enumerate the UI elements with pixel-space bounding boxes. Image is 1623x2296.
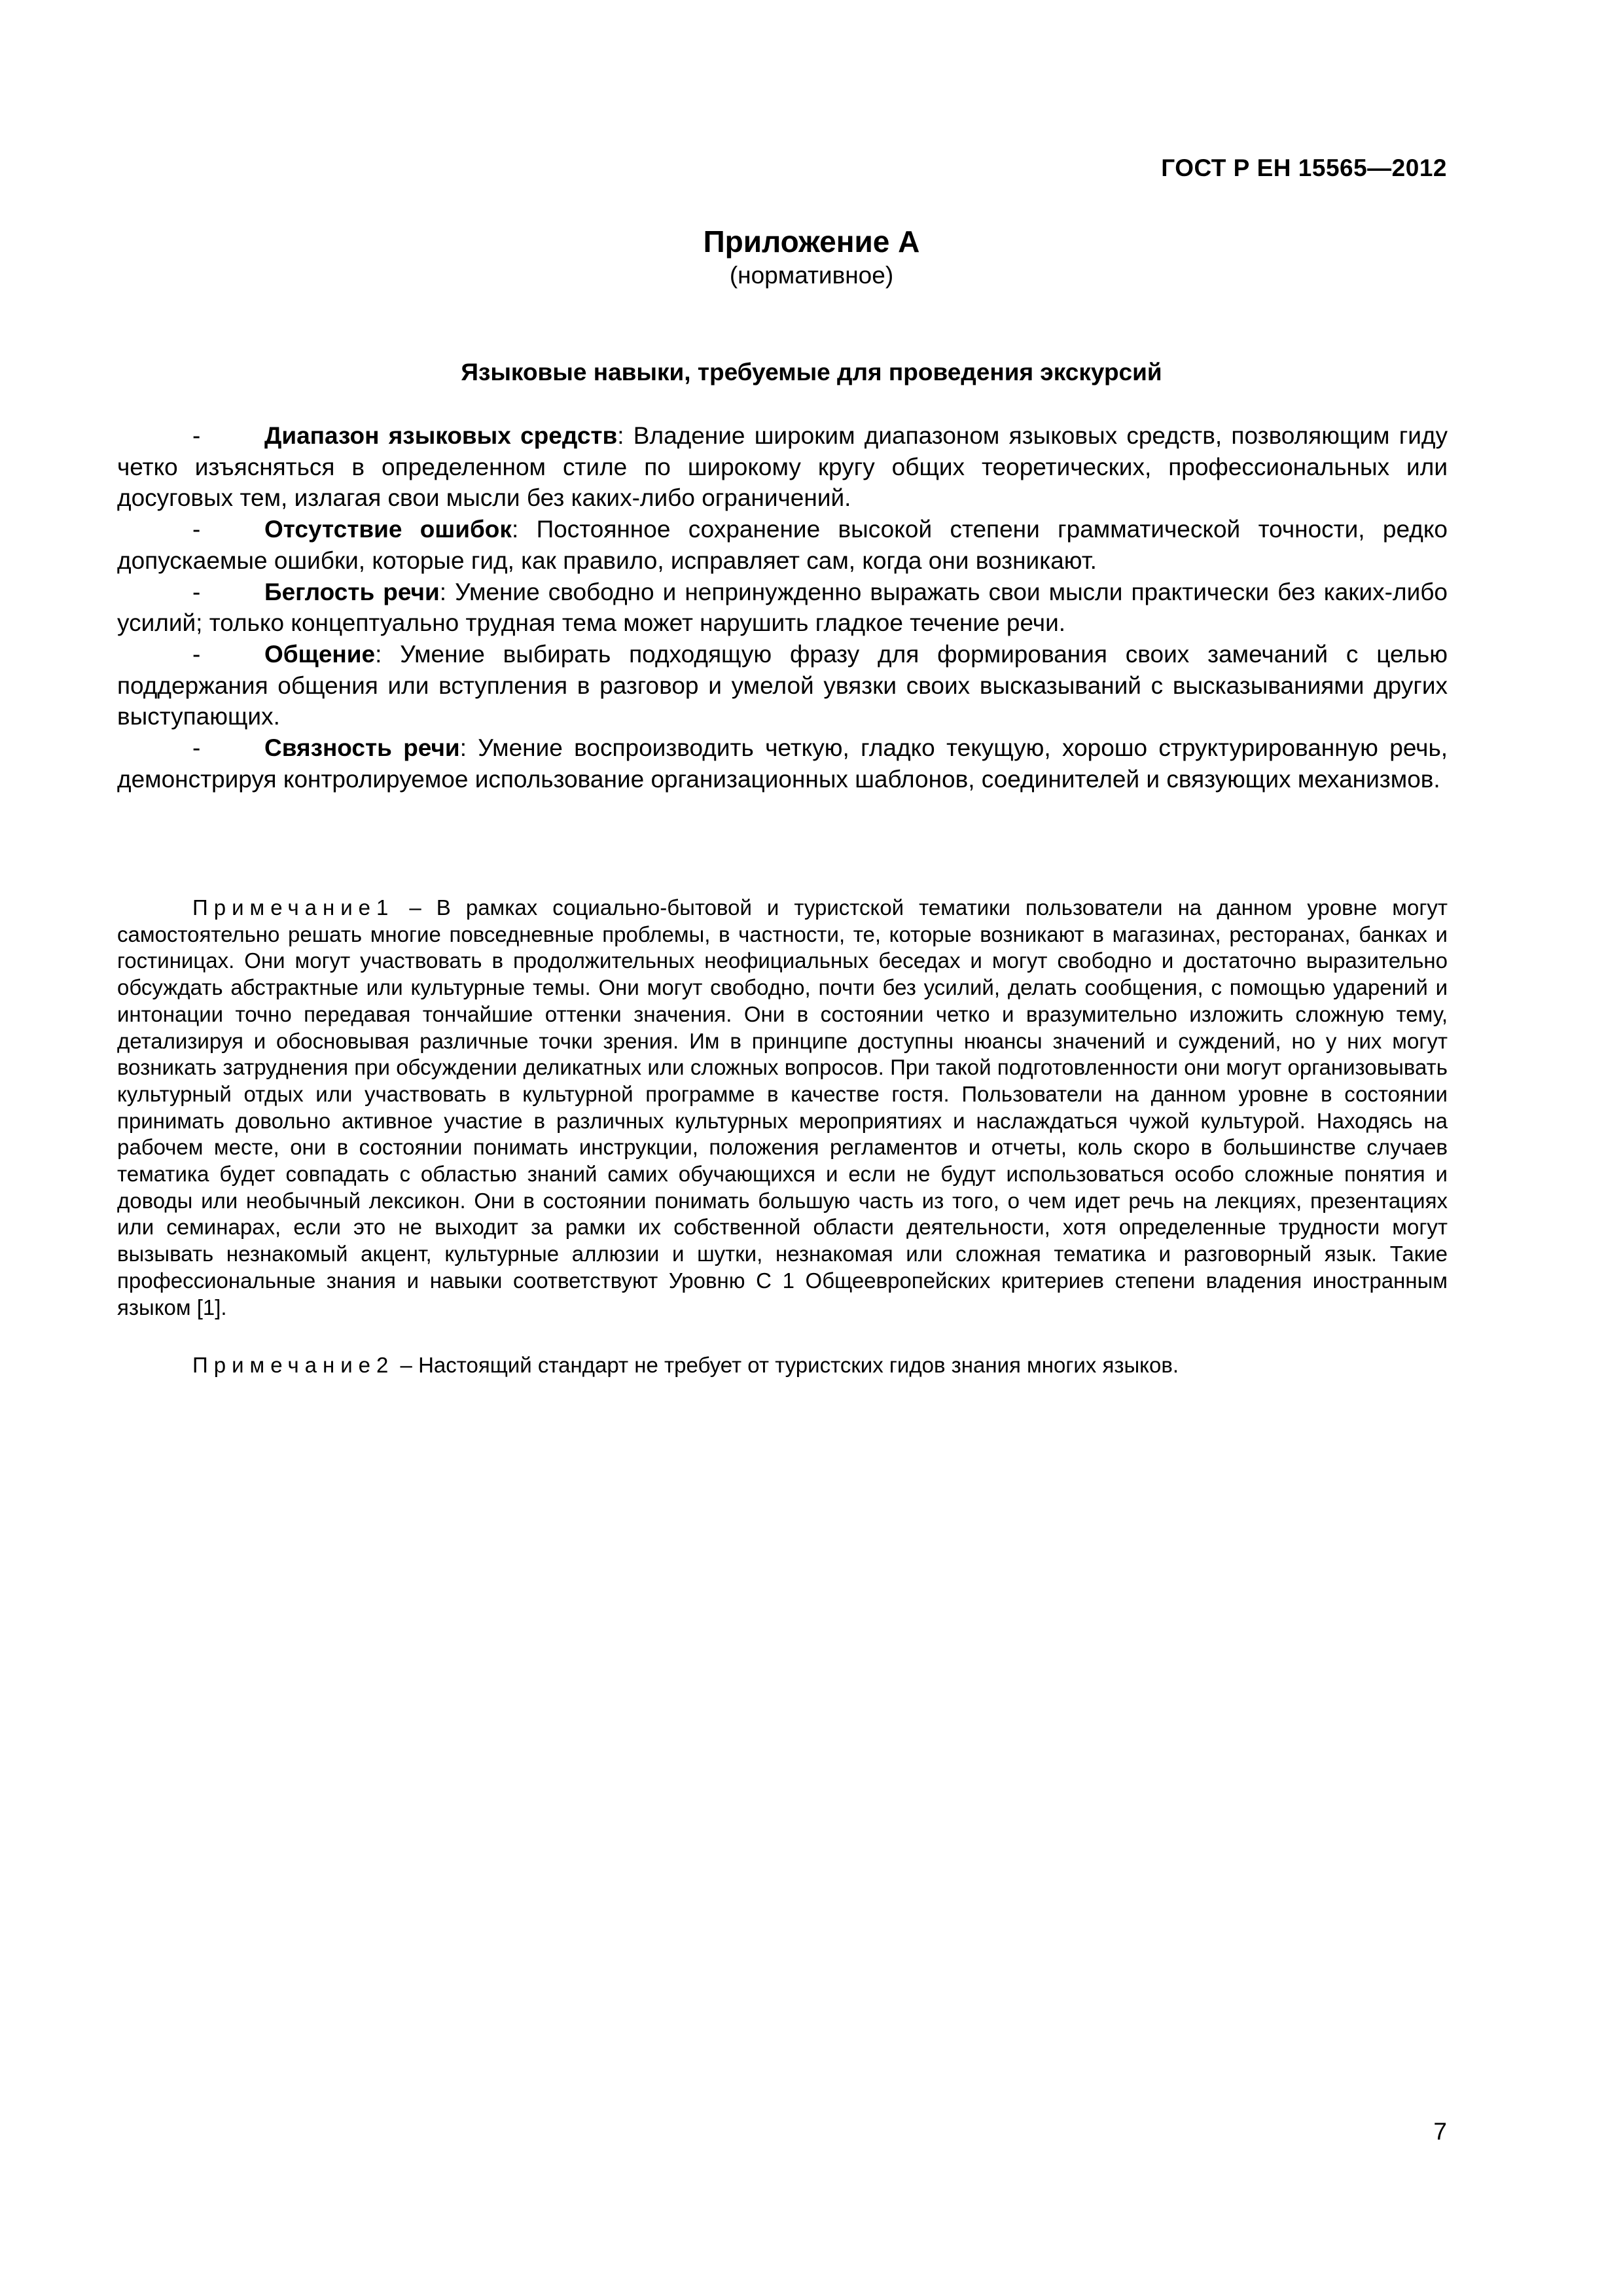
item-text: : Умение выбирать подходящую фразу для формирования своих замечаний с целью поддержания общения или вступления в разговор и умелой увязки своих высказываний с высказываниями других выступающих. bbox=[117, 640, 1448, 730]
standard-code-header: ГОСТ Р ЕН 15565—2012 bbox=[1161, 154, 1447, 181]
item-term: Общение bbox=[264, 640, 376, 668]
note-label: Примечание1 bbox=[192, 895, 395, 920]
list-item bbox=[117, 514, 1448, 576]
list-item bbox=[117, 639, 1448, 732]
appendix-subtitle: (нормативное) bbox=[729, 262, 894, 289]
note-1 bbox=[117, 895, 1448, 1321]
item-term: Отсутствие ошибок bbox=[264, 516, 512, 543]
list-dash: - bbox=[192, 640, 201, 668]
item-term: Диапазон языковых средств bbox=[264, 422, 618, 449]
list-item bbox=[117, 732, 1448, 795]
note-text: – Настоящий стандарт не требует от туристских гидов знания многих языков. bbox=[394, 1353, 1179, 1378]
list-item bbox=[117, 577, 1448, 639]
section-heading: Языковые навыки, требуемые для проведения экскурсий bbox=[461, 359, 1162, 386]
item-term: Связность речи bbox=[264, 734, 460, 762]
item-text: : Постоянное сохранение высокой степени грамматической точности, редко допускаемые ошибки, которые гид, как правило, исправляет сам, когда они возникают. bbox=[117, 516, 1448, 574]
notes-section bbox=[117, 895, 1448, 1379]
skills-list bbox=[117, 420, 1448, 795]
item-term: Беглость речи bbox=[264, 578, 440, 605]
list-dash: - bbox=[192, 578, 201, 605]
appendix-heading bbox=[0, 223, 1623, 291]
list-dash: - bbox=[192, 516, 201, 543]
item-text: : Умение свободно и непринужденно выражать свои мысли практически без каких-либо усилий; только концептуально трудная тема может нарушить гладкое течение речи. bbox=[117, 578, 1448, 637]
item-text: : Владение широким диапазоном языковых средств, позволяющим гиду четко изъясняться в определенном стиле по широкому кругу общих теоретических, профессиональных или досуговых тем, излагая свои мысли без каких-либо ограничений. bbox=[117, 422, 1448, 512]
appendix-title: Приложение А bbox=[703, 224, 920, 259]
list-dash: - bbox=[192, 734, 201, 762]
note-text: – В рамках социально-бытовой и туристской тематики пользователи на данном уровне могут самостоятельно решать многие повседневные проблемы, в частности, те, которые возникают в магазинах, ресторанах, банках и гостиницах. Они могут участвовать в продолжительных неофициальных беседах и могут свободно и достаточно выразительно обсуждать абстрактные или культурные темы. Они могут свободно, почти без усилий, делать сообщения, с помощью ударений и интонации точно передавая тончайшие оттенки значения. Они в состоянии четко и вразумительно изложить сложную тему, детализируя и обосновывая различные точки зрения. Им в принципе доступны нюансы значений и суждений, но у них могут возникать затруднения при обсуждении деликатных или сложных вопросов. При такой подготовленности они могут организовывать культурный отдых или участвовать в культурной программе в качестве гостя. Пользователи на данном уровне в состоянии принимать довольно активное участие в различных культурных мероприятиях и наслаждаться чужой культурой. Находясь на рабочем месте, они в состоянии понимать инструкции, положения регламентов и отчеты, коль скоро в большинстве случаев тематика будет совпадать с областью знаний самих обучающихся и если не будут использоваться особо сложные понятия и доводы или необычный лексикон. Они в состоянии понимать большую часть из того, о чем идет речь на лекциях, презентациях или семинарах, если это не выходит за рамки их собственной области деятельности, хотя определенные трудности могут вызывать незнакомый акцент, культурные аллюзии и шутки, незнакомая или сложная тематика и разговорный язык. Такие профессиональные знания и навыки соответствуют Уровню С 1 Общеевропейских критериев степени владения иностранным языком [1]. bbox=[117, 895, 1448, 1319]
page-number: 7 bbox=[1433, 2118, 1447, 2145]
list-item bbox=[117, 420, 1448, 514]
item-text: : Умение воспроизводить четкую, гладко текущую, хорошо структурированную речь, демонстрируя контролируемое использование организационных шаблонов, соединителей и связующих механизмов. bbox=[117, 734, 1448, 793]
note-2 bbox=[117, 1352, 1448, 1379]
list-dash: - bbox=[192, 422, 201, 449]
note-label: Примечание2 bbox=[192, 1353, 395, 1378]
